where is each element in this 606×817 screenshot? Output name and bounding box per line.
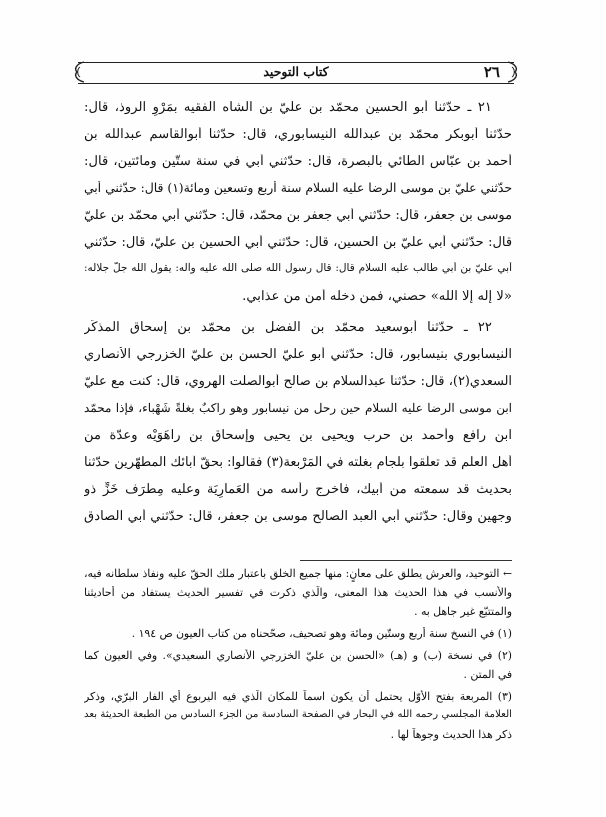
footnote-line: في المتن . [463,668,512,681]
text-line: بحديث قد سمعته من أبيك، فأخرج رأسه من العَمارِيَة وعليه مِطْرَف خَزٍّ ذو [84,482,512,497]
text-line: ٢١ ـ حدّثنا أبو الحسين محمّد بن عليّ بن الشاه الفقيه بمَرْوِ الروذ، قال: [84,100,492,115]
text-line: أهل العلم قد تعلّقوا بلجام بغلته في المَرْبعة(٣) فقالوا: بحقّ آبائك المطهّرين حدّثنا [84,455,512,470]
text-line: قال: حدّثني أبي عليّ بن الحسين، قال: حدّثني أبي الحسين بن عليّ، قال: حدّثني [84,235,512,250]
footnote-line: (٣) المربعة بفتح الأوّل يحتمل أن يكون اسماً للمكان الّذي فيه اليربوع أي الفار البرّي، وذكر [84,690,512,703]
footnote-line: ذكر هذا الحديث وجوهاً لها . [390,728,512,741]
running-header [78,62,514,84]
text-line: ابن رافع وأحمد بن حرب ويحيى بن يحيى وإسحاق بن راهَوَيْه وعدّة من [84,428,512,443]
footnotes [84,567,512,757]
text-line: «لا إله إلّا الله» حصني، فمن دخله أمن من عذابي. [242,289,512,304]
text-line: وجهين وقال: حدّثني أبي العبد الصالح موسى بن جعفر، قال: حدّثني أبي الصادق [84,509,512,524]
text-line: أحمد بن عبّاس الطائي بالبصرة، قال: حدّثني أبي في سنة ستّين ومائتين، قال: [84,154,512,169]
footnote-line: (١) في النسخ سنة أربع وستّين ومائة وهو تصحيف، صحّحناه من كتاب العيون ص ١٩٤ . [131,627,512,640]
footnote-line: ← التوحيد، والعرش يطلق على معانٍ: منها جميع الخلق باعتبار ملك الحقّ عليه ونفاذ سلطانه فيه، [84,567,512,580]
text-line: ٢٢ ـ حدّثنا أبوسعيد محمّد بن الفضل بن محمّد بن إسحاق المذكّر [84,320,492,335]
main-text [84,100,512,550]
text-line: موسى بن جعفر، قال: حدّثني أبي جعفر بن محمّد، قال: حدّثني أبي محمّد بن عليّ [84,208,512,223]
text-line: ابن موسى الرضا عليه السلام حين رحل من نيسابور وهو راكبٌ بغلةً شَهْباء، فإذا محمّد [84,401,512,415]
running-title: كتاب التوحيد [263,64,329,79]
text-line: النيسابوري بنيسابور، قال: حدّثني أبو عليّ الحسن بن عليّ الخزرجي الأنصاري [84,347,512,362]
footnote-line: والمتتبّع غير جاهل به . [414,605,512,618]
footnote-line: العلّامة المجلسي رحمه الله في البحار في الصفحة السادسة من الجزء السادس من الطبعة الحديثة بعد [84,709,512,720]
text-line: حدّثني عليّ بن موسى الرضا عليه السلام سنة أربع وتسعين ومائة(١) قال: حدّثني أبي [84,181,512,195]
text-line: أبي عليّ بن أبي طالب عليه السلام قال: قال رسول الله صلى الله عليه وآله: يقول الله جلّ جلاله: [84,262,512,274]
footnote-line: والأنسب في هذا الحديث هذا المعنى، والّذي ذكرت في تفسير الحديث يستفاد من أحاديثنا [84,586,512,599]
text-line: حدّثنا أبوبكر محمّد بن عبدالله النيسابوري، قال: حدّثنا أبوالقاسم عبدالله بن [84,127,512,142]
footnote-separator [300,560,512,561]
text-line: السعدي(٢)، قال: حدّثنا عبدالسلام بن صالح أبوالصلت الهروي، قال: كنت مع عليّ [84,374,512,389]
footnote-line: (٢) في نسخة (ب) و (هـ) «الحسن بن عليّ الخزرجي الأنصاري السعيدي». وفي العيون كما [84,649,512,662]
page-number: ٢٦ [483,63,500,81]
